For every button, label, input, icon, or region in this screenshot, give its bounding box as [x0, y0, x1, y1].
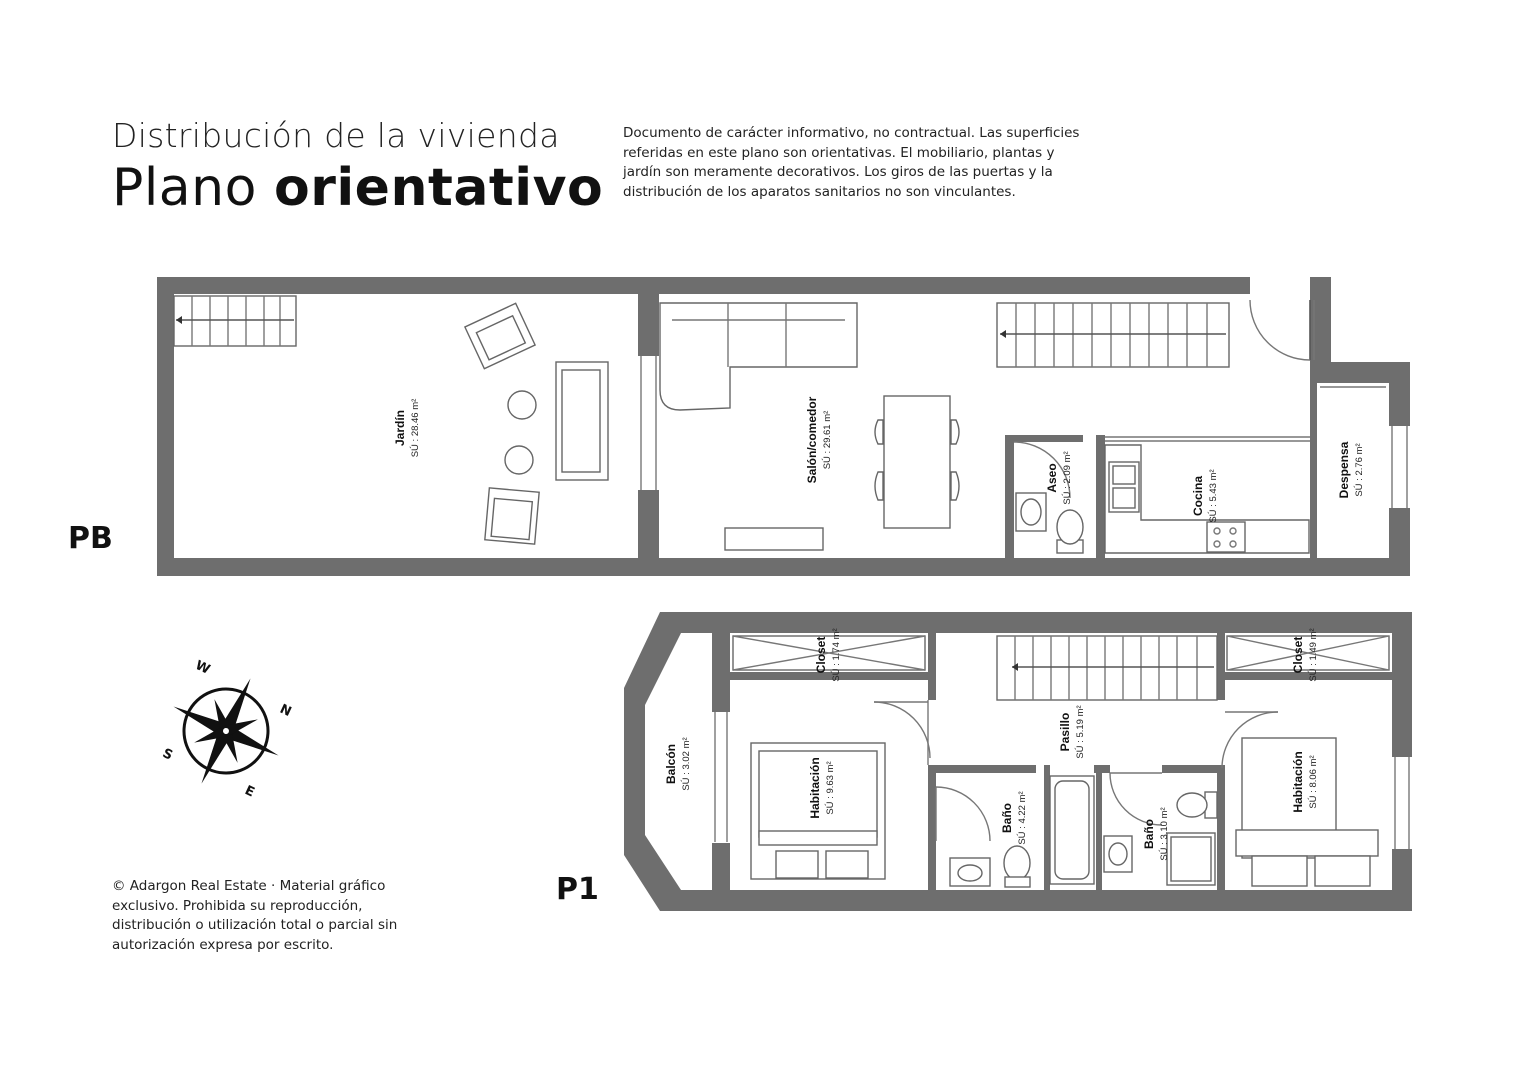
room-area-cocina: SÚ : 5.43 m²: [1208, 469, 1219, 523]
room-area-salon: SÚ : 29.61 m²: [822, 410, 833, 470]
room-name-habitacion1: Habitación: [808, 757, 822, 819]
room-label-balcon: [664, 737, 692, 790]
room-label-bano2: [1142, 807, 1170, 860]
plan-subtitle: Distribución de la vivienda: [112, 116, 560, 155]
room-name-bano1: Baño: [1000, 803, 1014, 833]
copyright-text: © Adargon Real Estate · Material gráfico exclusivo. Prohibida su reproducción, distribución o utilización total o parcial sin autorización expresa por escrito.: [112, 878, 398, 953]
room-label-salon: [805, 396, 833, 483]
room-label-jardin: [393, 399, 421, 458]
room-area-habitacion1: SÚ : 9.63 m²: [825, 761, 836, 815]
room-name-despensa: Despensa: [1337, 441, 1351, 499]
compass-w-label: W: [192, 657, 213, 678]
room-label-despensa: [1337, 441, 1365, 498]
main-stair-first: [997, 636, 1217, 700]
disclaimer-text: Documento de carácter informativo, no contractual. Las superficies referidas en este plano son orientativas. El mobiliario, plantas y jardín son meramente decorativos. Los giros de las puertas y la distribución de los aparatos sanitarios no son vinculantes.: [623, 125, 1080, 200]
room-name-habitacion2: Habitación: [1291, 751, 1305, 813]
room-name-jardin: Jardín: [393, 409, 407, 447]
garden-stair: [174, 296, 296, 346]
room-label-cocina: [1191, 469, 1219, 522]
room-name-pasillo: Pasillo: [1058, 712, 1072, 752]
bedroom1-furniture: [751, 700, 930, 879]
room-name-cocina: Cocina: [1191, 475, 1205, 517]
room-label-pasillo: [1058, 705, 1086, 758]
room-label-aseo: [1045, 451, 1073, 504]
room-area-despensa: SÚ : 2.76 m²: [1354, 443, 1365, 497]
room-name-closet2: Closet: [1291, 636, 1305, 674]
compass-s-label: S: [160, 746, 175, 764]
bathroom1-fixtures: [936, 776, 1094, 887]
room-area-balcon: SÚ : 3.02 m²: [681, 737, 692, 791]
room-area-closet1: SÚ : 1.74 m²: [831, 628, 842, 682]
room-area-bano1: SÚ : 4.22 m²: [1017, 791, 1028, 845]
room-area-habitacion2: SÚ : 8.06 m²: [1308, 755, 1319, 809]
compass-n-label: N: [277, 701, 294, 720]
room-name-closet1: Closet: [814, 636, 828, 674]
room-area-aseo: SÚ : 2.09 m²: [1062, 451, 1073, 505]
room-area-closet2: SÚ : 1.49 m²: [1308, 628, 1319, 682]
floor-label-first: P1: [556, 872, 599, 907]
room-area-pasillo: SÚ : 5.19 m²: [1075, 705, 1086, 759]
room-name-balcon: Balcón: [664, 743, 678, 785]
room-area-bano2: SÚ : 3.10 m²: [1159, 807, 1170, 861]
room-label-bano1: [1000, 791, 1028, 844]
room-name-aseo: Aseo: [1045, 463, 1059, 493]
room-area-jardin: SÚ : 28.46 m²: [410, 398, 421, 458]
compass-rose: [149, 654, 303, 808]
floor-label-ground: PB: [68, 521, 113, 556]
room-name-bano2: Baño: [1142, 819, 1156, 849]
compass-e-label: E: [242, 783, 257, 801]
garden-furniture: [465, 303, 608, 544]
room-name-salon: Salón/comedor: [805, 396, 819, 484]
plan-title-regular: Plano: [112, 158, 274, 218]
plan-title-bold: orientativo: [273, 158, 604, 218]
main-stair-ground: [997, 303, 1229, 367]
